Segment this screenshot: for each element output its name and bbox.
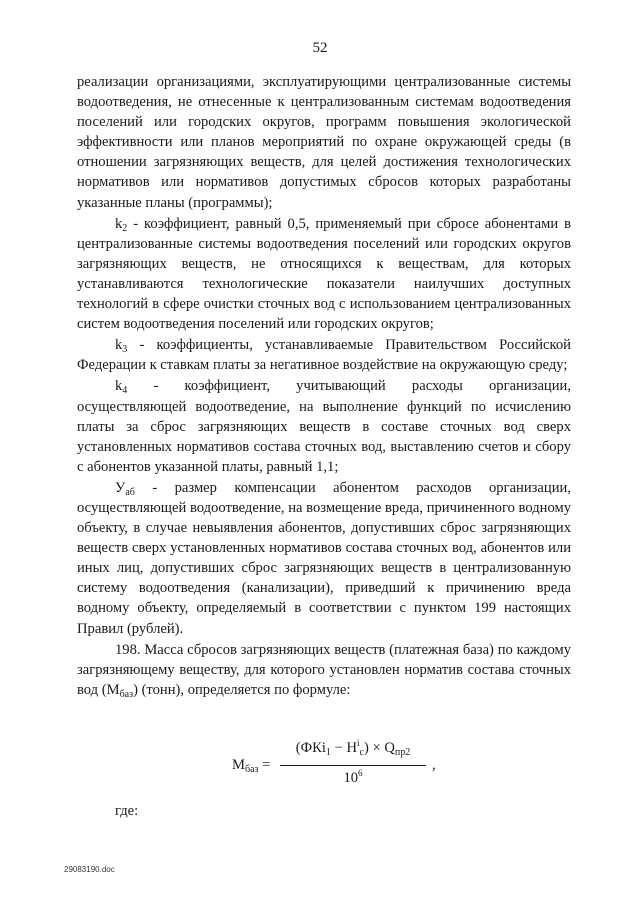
- formula-den-base: 10: [343, 770, 359, 786]
- formula-fraction-bar: [280, 765, 426, 766]
- k2-subscript: 2: [122, 222, 128, 234]
- formula-numerator: [279, 740, 427, 757]
- formula-h-sup: i: [357, 738, 360, 748]
- p198-text-a: 198. Масса сбросов загрязняющих веществ (платежная база) по каждому загрязняющему веществу, для которого установлен норматив состава сточных вод (М: [77, 641, 571, 698]
- p198-subscript: баз: [119, 688, 134, 700]
- formula-lhs: [232, 757, 270, 774]
- paragraph-continuation: реализации организациями, эксплуатирующими централизованные системы водоотведения, не отнесенные к централизованным системам водоотведения поселений или городских округов, программ повышения экологической эффективности или планов мероприятий по охране окружающей среды (в отношении загрязняющих веществ, для целей достижения технологических нормативов или нормативов допустимых сбросов которых разработаны указанные планы (программы);: [77, 74, 571, 211]
- formula-fk: (ФКi: [295, 740, 326, 756]
- uab-definition: - размер компенсации абонентом расходов организации, осуществляющей водоотведение, на возмещение вреда, причиненного водному объекту, в случае невыявления абонентов, допустивших сброс загрязняющих веществ сверх установленных нормативов состава сточных вод, абонентов или иных лиц, допустивших сброс загрязняющих веществ в централизованную систему водоотведения (канализации), приведший к причинению вреда водному объекту, определяемый в соответствии с пунктом 199 настоящих Правил (рублей).: [77, 479, 571, 637]
- paragraph-uab: [77, 478, 571, 639]
- formula-fk-sub: 1: [325, 747, 331, 758]
- k4-definition: - коэффициент, учитывающий расходы организации, осуществляющей водоотведение, на выполнение функций по исчислению платы за сброс загрязняющих веществ в составе сточных вод сверх установленных нормативов состава сточных вод, выставлению счетов и сбору с абонентов указанной платы, равный 1,1;: [77, 378, 571, 475]
- formula-denominator: [279, 770, 427, 787]
- k3-symbol: k: [115, 337, 123, 354]
- k4-subscript: 4: [122, 385, 128, 397]
- k3-subscript: 3: [122, 344, 128, 356]
- k3-definition: - коэффициенты, устанавливаемые Правительством Российской Федерации к ставкам платы за негативное воздействие на окружающую среду;: [77, 337, 571, 374]
- formula-lhs-symbol: M: [232, 757, 245, 773]
- k2-definition: - коэффициент, равный 0,5, применяемый при сбросе абонентами в централизованные системы водоотведения поселений или городских округов загрязняющих веществ, не относящихся к веществам, для которых устанавливаются технологические показатели наилучших доступных технологий в сфере очистки сточных вод с использованием централизованных систем водоотведения поселений или городских округов;: [77, 215, 571, 333]
- where-label: где:: [115, 803, 139, 819]
- k2-symbol: k: [115, 215, 123, 232]
- paragraph-k4: [77, 376, 571, 476]
- formula-q-sub: пр2: [394, 747, 411, 758]
- paragraph-k2: [77, 214, 571, 335]
- formula-times-q: ) × Q: [363, 740, 395, 756]
- formula-h-sub: с: [359, 747, 364, 758]
- p198-text-b: ) (тонн), определяется по формуле:: [133, 681, 351, 698]
- k4-symbol: k: [115, 378, 123, 395]
- document-body: [77, 72, 571, 700]
- formula-lhs-subscript: баз: [244, 764, 259, 775]
- formula-minus-h: − H: [330, 740, 357, 756]
- formula-comma: ,: [432, 757, 436, 773]
- uab-subscript: аб: [125, 486, 135, 498]
- paragraph-198: [77, 640, 571, 700]
- formula-equals: =: [258, 757, 271, 773]
- uab-symbol: У: [115, 479, 126, 496]
- page-number: 52: [312, 40, 328, 56]
- formula-den-exp: 6: [358, 768, 363, 778]
- footer-filename: 29083190.doc: [64, 865, 115, 874]
- formula-mbaz: [232, 740, 492, 800]
- paragraph-k3: [77, 335, 571, 375]
